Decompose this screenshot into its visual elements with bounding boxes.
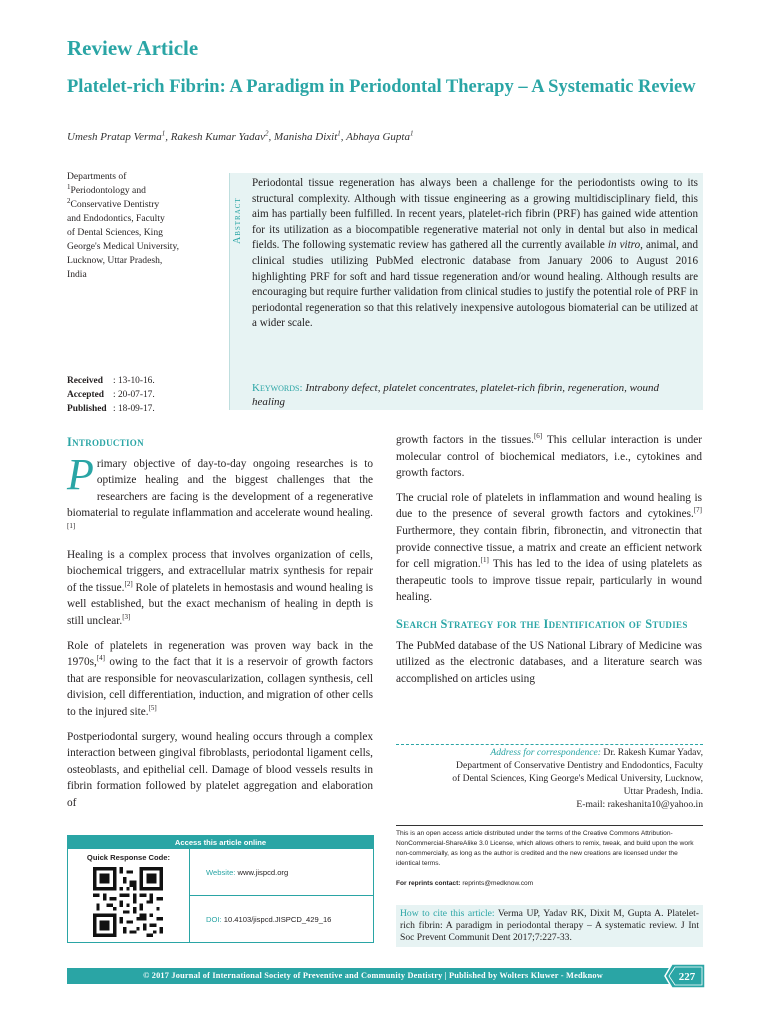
keywords-label: Keywords:	[252, 382, 303, 394]
citation-ref[interactable]: [5]	[148, 704, 157, 713]
paragraph	[67, 449, 373, 539]
article-title: Platelet-rich Fibrin: A Paradigm in Periodontal Therapy – A Systematic Review	[67, 77, 696, 97]
published-date: : 18-09-17.	[113, 404, 155, 414]
author-name: Abhaya Gupta	[346, 131, 410, 143]
keywords-list: Intrabony defect, platelet concentrates, platelet-rich fibrin, regeneration, wound healing	[252, 382, 659, 408]
website-label: Website:	[206, 868, 236, 877]
paragraph-text: This cellular interaction is under molecular control of biochemical mediators, i.e., cytokines and growth factors.	[396, 434, 703, 480]
paragraph-text: Role of platelets in hemostasis and wound healing is well established, but the exact mechanism of healing in depth is still unclear.	[67, 581, 373, 627]
page-footer: © 2017 Journal of International Society of Preventive and Community Dentistry | Published by Wolters Kluwer - Medknow	[67, 968, 679, 984]
paragraph-text: Furthermore, they contain fibrin, fibronectin, and vitronectin that provide connective tissue, a matrix and create an efficient network for cell migration.	[396, 524, 702, 571]
affil-sup: 1	[67, 182, 71, 191]
body-column-left	[67, 434, 373, 819]
paragraph-text: The crucial role of platelets in inflammation and wound healing is due to the presence of several growth factors and cytokines.	[396, 491, 702, 521]
citation-ref[interactable]: [3]	[122, 613, 131, 622]
affiliation-line: Departments of	[67, 171, 127, 182]
access-online-box	[67, 835, 374, 943]
citation-ref[interactable]: [1]	[67, 522, 76, 531]
qr-code-icon[interactable]	[93, 867, 163, 937]
citation-ref[interactable]: [7]	[693, 506, 702, 515]
paragraph	[67, 638, 373, 721]
author-name: Umesh Pratap Verma	[67, 131, 162, 143]
correspondence-name: Dr. Rakesh Kumar Yadav,	[603, 747, 703, 758]
paragraph-text: rimary objective of day-to-day ongoing researches is to optimize healing and the biggest challenges that the researchers are facing is the development of a regenerative biomaterial to regulate inflammation and accelerate wound healing.	[67, 457, 373, 520]
reprints-email[interactable]: reprints@medknow.com	[462, 880, 534, 887]
body-column-right	[396, 432, 702, 695]
cite-text: Verma UP, Yadav RK, Dixit M, Gupta A. Platelet-rich fibrin: A paradigm in periodontal therapy – A systematic review. J Int Soc Prevent Communit Dent 2017;7:227-33.	[400, 908, 699, 943]
affiliation-line: George's Medical University,	[67, 241, 180, 252]
accepted-date: : 20-07-17.	[113, 390, 155, 400]
author-name: Manisha Dixit	[274, 131, 338, 143]
published-label: Published	[67, 404, 107, 414]
abstract-italic: in vitro	[607, 239, 641, 252]
doi-cell	[190, 896, 374, 943]
article-type: Review Article	[67, 36, 199, 60]
paragraph-text: owing to the fact that it is a reservoir of growth factors that are responsible for neovascularization, collagen synthesis, cell division, cell differentiation, induction, and migration of other cells to the injured site.	[67, 656, 373, 718]
accepted-label: Accepted	[67, 390, 104, 400]
citation-ref[interactable]: [6]	[533, 432, 543, 441]
how-to-cite-box	[396, 905, 703, 947]
author-list: Umesh Pratap Verma$^1$, Rakesh Kumar Yadav$^2$, Manisha Dixit$^1$, Abhaya Gupta$^1$	[67, 129, 414, 143]
keywords	[252, 381, 692, 409]
abstract-side-label	[230, 178, 248, 248]
correspondence-line: Uttar Pradesh, India.	[623, 785, 703, 797]
reprints-label: For reprints contact:	[396, 880, 461, 887]
affil-text: Periodontology and	[70, 185, 146, 196]
access-heading: Access this article online	[68, 836, 373, 849]
drop-cap: P	[67, 449, 94, 499]
website-cell	[190, 849, 374, 896]
author-affil-sup: 2	[265, 129, 269, 138]
author-affil-sup: 1	[409, 129, 414, 138]
correspondence-line: Department of Conservative Dentistry and Endodontics, Faculty	[456, 759, 703, 771]
article-dates	[67, 374, 155, 416]
qr-cell	[68, 849, 190, 943]
paragraph	[67, 547, 373, 630]
paragraph-text: Role of platelets in regeneration was proven way back in the 1970s,	[67, 639, 373, 669]
paragraph	[396, 432, 702, 482]
abstract-text	[252, 176, 698, 332]
cite-label: How to cite this article:	[400, 908, 495, 919]
received-label: Received	[67, 376, 103, 386]
abstract-label-text: Abstract	[232, 197, 243, 244]
affiliation-line	[67, 198, 217, 212]
section-heading-search-strategy: Search Strategy for the Identification of Studies	[396, 616, 688, 631]
section-heading-introduction: Introduction	[67, 435, 144, 449]
affil-sup: 2	[67, 196, 71, 205]
affiliation-line: Lucknow, Uttar Pradesh,	[67, 255, 163, 266]
affiliation-line: of Dental Sciences, King	[67, 227, 163, 238]
website-link[interactable]: www.jispcd.org	[237, 868, 289, 877]
correspondence-block	[396, 744, 703, 812]
received-date: : 13-10-16.	[113, 376, 155, 386]
doi-label: DOI:	[206, 915, 222, 924]
license-notice: This is an open access article distributed under the terms of the Creative Commons Attribution-NonCommercial-ShareAlike 3.0 License, which allows others to remix, tweak, and build upon the work non-commercially, as long as the author is credited and the new creations are licensed under the identical terms.	[396, 825, 703, 869]
reprints-contact	[396, 880, 533, 887]
correspondence-email[interactable]: E-mail: rakeshanita10@yahoo.in	[576, 798, 703, 810]
paragraph: Postperiodontal surgery, wound healing occurs through a complex interaction between gingival fibroblasts, periodontal ligament cells, osteoblasts, and epithelial cell. Damage of blood vessels results in fibrin formation followed by platelet aggregation and elaboration of	[67, 730, 373, 809]
correspondence-label: Address for correspondence:	[490, 747, 602, 758]
abstract-part: , animal, and clinical studies utilizing PubMed electronic database from January 2006 to August 2016 highlighting PRF for soft and hard tissue regeneration and/or wound healing. Although results are encouraging but require further validation from clinical studies to justify the potential role of PRF in periodontal regeneration so that this relatively inexpensive autologous biomaterial can be utilized at a wider scale.	[252, 239, 698, 330]
author-name: Rakesh Kumar Yadav	[170, 131, 266, 143]
author-affil-sup: 1	[337, 129, 341, 138]
affiliation-line	[67, 184, 217, 198]
affiliation-line: India	[67, 269, 87, 280]
abstract-part: Periodontal tissue regeneration has always been a challenge for the periodontists owing to its structural complexity. Although with tissue engineering as a growing multidisciplinary field, this aim has partially been fulfilled. In recent years, platelet-rich fibrin (PRF) has gained wide attention for its utilization as a biocompatible regenerative material not only in dental but also in medical fields. The following systematic review has gathered all the currently available	[252, 177, 698, 252]
page-number: 227	[678, 971, 696, 983]
doi-link[interactable]: 10.4103/jispcd.JISPCD_429_16	[223, 915, 332, 924]
citation-ref[interactable]: [1]	[480, 556, 489, 565]
paragraph	[396, 490, 702, 606]
qr-label: Quick Response Code:	[86, 853, 171, 862]
author-affil-sup: 1	[161, 129, 166, 138]
correspondence-line: of Dental Sciences, King George's Medical University, Lucknow,	[452, 772, 703, 784]
paragraph: The PubMed database of the US National Library of Medicine was utilized as the electronic databases, and a literature search was accomplished on articles using	[396, 639, 702, 685]
affiliation-block	[67, 170, 217, 282]
citation-ref[interactable]: [2]	[124, 579, 133, 588]
affiliation-line: and Endodontics, Faculty	[67, 213, 165, 224]
affil-text: Conservative Dentistry	[70, 199, 160, 210]
page-number-badge	[664, 963, 706, 989]
correspondence-line	[396, 747, 703, 760]
citation-ref[interactable]: [4]	[96, 654, 105, 663]
paragraph-text: Healing is a complex process that involves organization of cells, biochemical triggers, and extracellular matrix synthesis for repair of the tissue.	[67, 548, 373, 594]
paragraph-text: This has led to the idea of using platelets as therapeutic tools to improve tissue repair, particularly in wound healing.	[396, 558, 702, 604]
paragraph-text: growth factors in the tissues.	[396, 434, 534, 446]
